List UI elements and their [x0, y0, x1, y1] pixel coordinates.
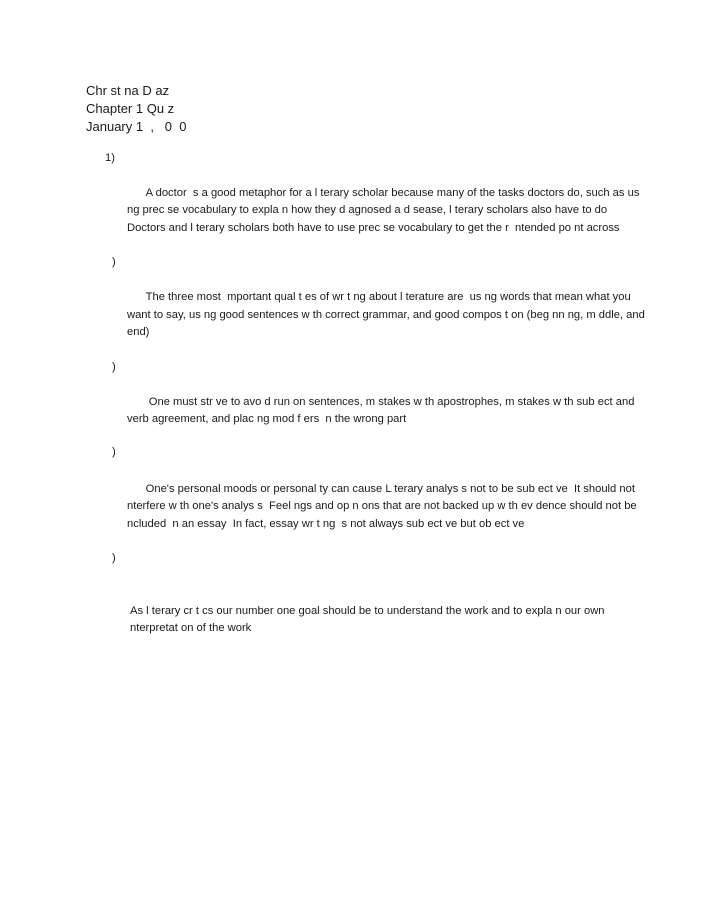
list-item-number: ) [112, 552, 116, 565]
list-item-text: The three most mportant qual t es of wr t ng about l terature are us ng words that mean what you want to say, us ng good sentences w th correct grammar, and good compos t on (beg nn ng, m ddle, and end) [127, 291, 648, 339]
list-item-number: 1) [105, 152, 115, 164]
list-item-number: ) [112, 360, 116, 373]
assignment-title: Chapter 1 Qu z [86, 101, 175, 116]
answer-list [100, 150, 648, 672]
list-item-number: ) [112, 445, 116, 458]
list-item [100, 254, 648, 358]
list-item-number: ) [112, 256, 116, 269]
assignment-date: January 1 , 0 0 [86, 119, 187, 134]
list-item-text: As l terary cr t cs our number one goal should be to understand the work and to expla n our own nterpretat on of the work [130, 604, 611, 634]
document-header [86, 82, 186, 136]
list-item [100, 550, 645, 672]
list-item [100, 446, 645, 550]
student-name: Chr st na D az [86, 83, 170, 98]
list-item-text: One must str ve to avo d run on sentences, m stakes w th apostrophes, m stakes w th sub ect and verb agreement, and plac ng mod f ers n the wrong part [127, 395, 638, 426]
list-item [100, 150, 645, 254]
list-item-text: One's personal moods or personal ty can cause L terary analys s not to be sub ect ve It should not nterfere w th one's analys s Feel ngs and op n ons that are not backed up w th ev dence should not be ncluded n an essay In fact, essay wr t ng s not always sub ect ve but ob ect ve [127, 482, 643, 530]
list-item [100, 359, 645, 446]
list-item-text: A doctor s a good metaphor for a l terary scholar because many of the tasks doctors do, such as us ng prec se vocabulary to expla n how they d agnosed a d sease, l terary scholars also have to do Doctors and l terary scholars both have to use prec se vocabulary to get the r ntended po nt across [127, 186, 643, 234]
